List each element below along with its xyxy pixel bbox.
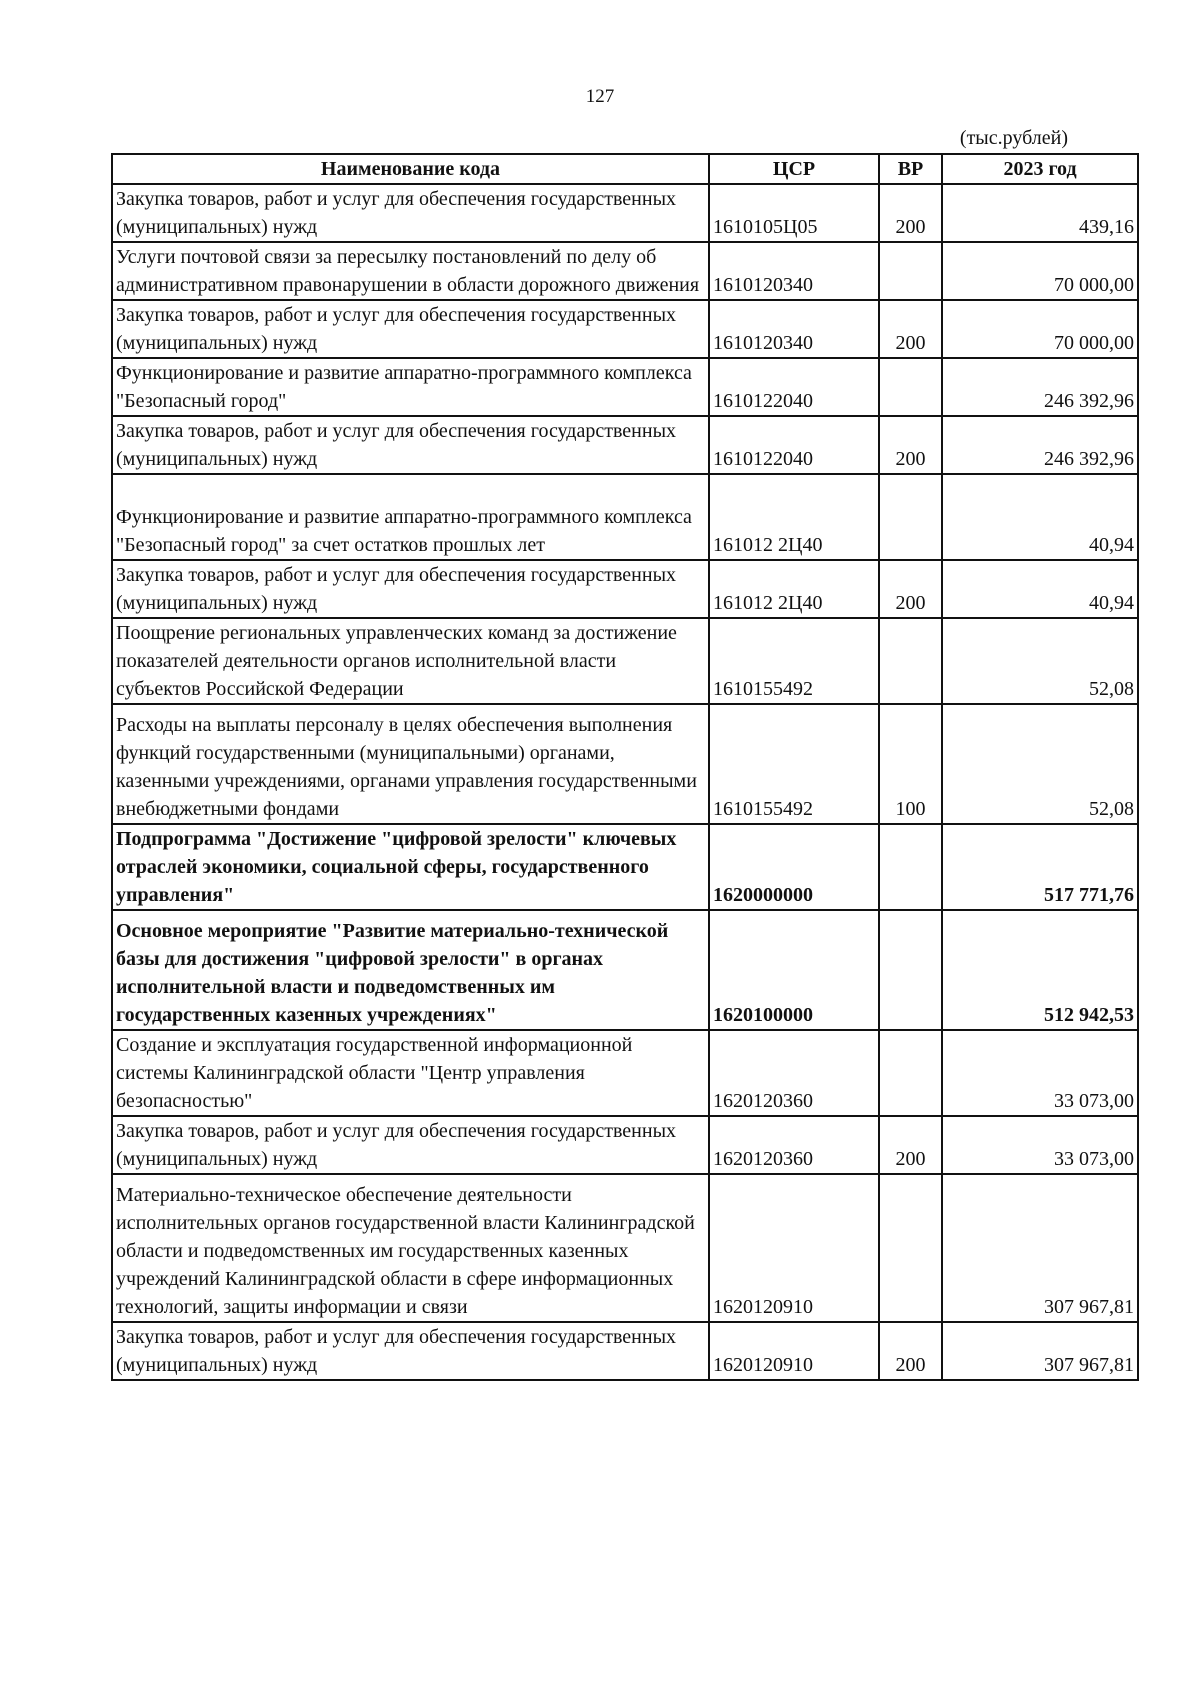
row-name: Закупка товаров, работ и услуг для обеспечения государственных (муниципальных) нужд [112, 560, 709, 618]
table-row [112, 358, 1138, 416]
header-name: Наименование кода [112, 154, 709, 184]
row-csr: 1620100000 [709, 910, 879, 1030]
table-row [112, 618, 1138, 704]
row-sum: 246 392,96 [942, 416, 1138, 474]
table-row [112, 704, 1138, 824]
row-sum: 517 771,76 [942, 824, 1138, 910]
row-csr: 1610155492 [709, 618, 879, 704]
table-row [112, 560, 1138, 618]
table-header-row [112, 154, 1138, 184]
row-vr: 200 [879, 1322, 942, 1380]
row-csr: 161012 2Ц40 [709, 474, 879, 560]
row-vr: 200 [879, 184, 942, 242]
row-name: Подпрограмма "Достижение "цифровой зрелости" ключевых отраслей экономики, социальной сферы, государственного управления" [112, 824, 709, 910]
row-csr: 1610105Ц05 [709, 184, 879, 242]
table-row [112, 300, 1138, 358]
row-csr: 1620000000 [709, 824, 879, 910]
table-row [112, 910, 1138, 1030]
row-name: Услуги почтовой связи за пересылку постановлений по делу об административном правонарушении в области дорожного движения [112, 242, 709, 300]
row-vr [879, 824, 942, 910]
row-name: Поощрение региональных управленческих команд за достижение показателей деятельности органов исполнительной власти субъектов Российской Федерации [112, 618, 709, 704]
row-vr [879, 474, 942, 560]
row-csr: 1610122040 [709, 416, 879, 474]
row-vr: 200 [879, 300, 942, 358]
row-sum: 512 942,53 [942, 910, 1138, 1030]
row-sum: 40,94 [942, 560, 1138, 618]
row-sum: 307 967,81 [942, 1174, 1138, 1322]
table-row [112, 474, 1138, 560]
row-sum: 33 073,00 [942, 1030, 1138, 1116]
row-sum: 70 000,00 [942, 300, 1138, 358]
row-csr: 1610122040 [709, 358, 879, 416]
header-year: 2023 год [942, 154, 1138, 184]
table-row [112, 824, 1138, 910]
row-csr: 1620120910 [709, 1174, 879, 1322]
row-csr: 161012 2Ц40 [709, 560, 879, 618]
row-name: Создание и эксплуатация государственной информационной системы Калининградской области "Центр управления безопасностью" [112, 1030, 709, 1116]
table-row [112, 416, 1138, 474]
row-vr [879, 1030, 942, 1116]
row-csr: 1610120340 [709, 242, 879, 300]
row-csr: 1620120910 [709, 1322, 879, 1380]
row-csr: 1610120340 [709, 300, 879, 358]
row-name: Закупка товаров, работ и услуг для обеспечения государственных (муниципальных) нужд [112, 416, 709, 474]
row-sum: 307 967,81 [942, 1322, 1138, 1380]
row-vr: 100 [879, 704, 942, 824]
row-name: Расходы на выплаты персоналу в целях обеспечения выполнения функций государственными (муниципальными) органами, казенными учреждениями, органами управления государственными внебюджетными фондами [112, 704, 709, 824]
table-row [112, 1322, 1138, 1380]
row-vr [879, 910, 942, 1030]
row-name: Основное мероприятие "Развитие материально-технической базы для достижения "цифровой зрелости" в органах исполнительной власти и подведомственных им государственных казенных учреждениях" [112, 910, 709, 1030]
row-name: Материально-техническое обеспечение деятельности исполнительных органов государственной власти Калининградской области и подведомственных им государственных казенных учреждений Калининградской области в сфере информационных технологий, защиты информации и связи [112, 1174, 709, 1322]
row-sum: 33 073,00 [942, 1116, 1138, 1174]
row-sum: 40,94 [942, 474, 1138, 560]
table-row [112, 1116, 1138, 1174]
budget-table [111, 153, 1139, 1381]
units-label: (тыс.рублей) [959, 127, 1068, 149]
row-vr: 200 [879, 416, 942, 474]
row-sum: 246 392,96 [942, 358, 1138, 416]
row-vr [879, 358, 942, 416]
row-vr [879, 242, 942, 300]
page-number: 127 [585, 86, 615, 107]
row-sum: 70 000,00 [942, 242, 1138, 300]
row-csr: 1620120360 [709, 1030, 879, 1116]
row-name: Функционирование и развитие аппаратно-программного комплекса "Безопасный город" за счет остатков прошлых лет [112, 474, 709, 560]
row-name: Закупка товаров, работ и услуг для обеспечения государственных (муниципальных) нужд [112, 300, 709, 358]
row-vr: 200 [879, 560, 942, 618]
row-csr: 1620120360 [709, 1116, 879, 1174]
row-sum: 439,16 [942, 184, 1138, 242]
row-vr [879, 618, 942, 704]
table-row [112, 1030, 1138, 1116]
table-row [112, 184, 1138, 242]
row-name: Закупка товаров, работ и услуг для обеспечения государственных (муниципальных) нужд [112, 184, 709, 242]
table-row [112, 242, 1138, 300]
row-name: Функционирование и развитие аппаратно-программного комплекса "Безопасный город" [112, 358, 709, 416]
row-name: Закупка товаров, работ и услуг для обеспечения государственных (муниципальных) нужд [112, 1322, 709, 1380]
row-vr [879, 1174, 942, 1322]
row-name: Закупка товаров, работ и услуг для обеспечения государственных (муниципальных) нужд [112, 1116, 709, 1174]
header-csr: ЦСР [709, 154, 879, 184]
row-sum: 52,08 [942, 618, 1138, 704]
row-sum: 52,08 [942, 704, 1138, 824]
table-row [112, 1174, 1138, 1322]
row-csr: 1610155492 [709, 704, 879, 824]
header-vr: ВР [879, 154, 942, 184]
row-vr: 200 [879, 1116, 942, 1174]
